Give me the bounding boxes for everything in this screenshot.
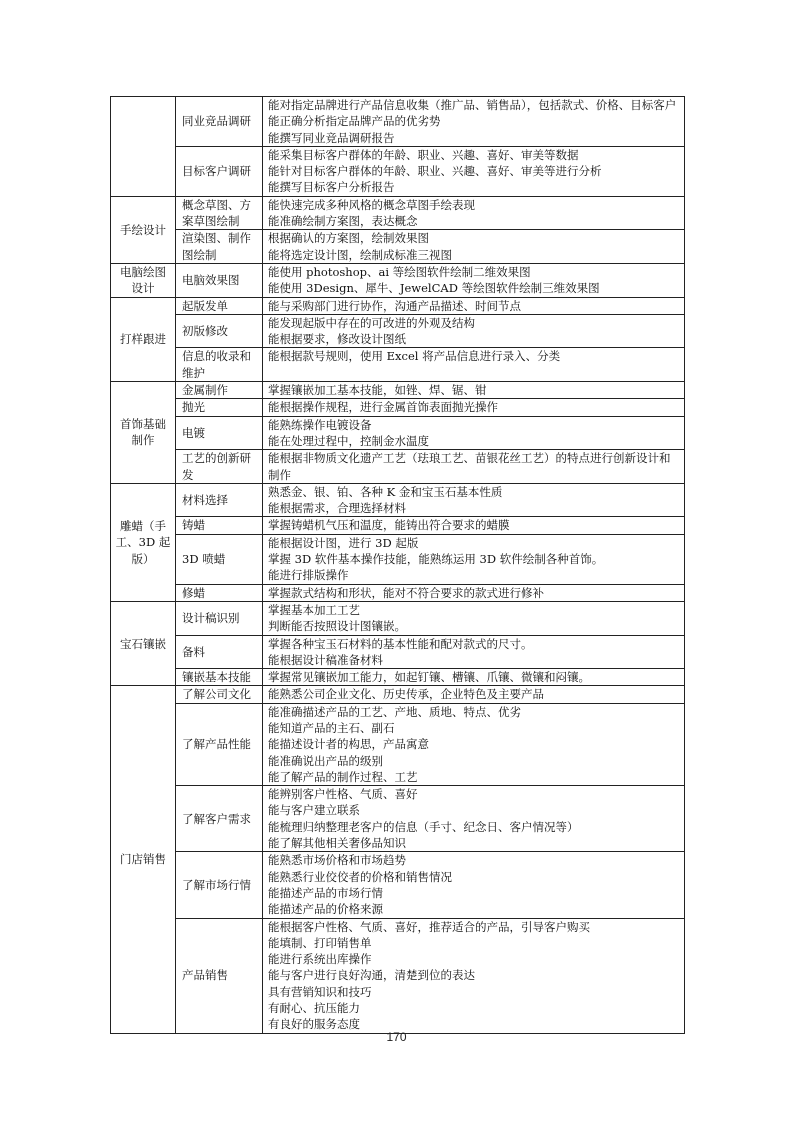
table-row <box>111 450 685 484</box>
description-line: 能撰写同业竞品调研报告 <box>268 130 395 145</box>
description-cell <box>263 416 685 450</box>
description-cell <box>263 230 685 264</box>
description-line: 判断能否按照设计图镶嵌。 <box>268 619 406 634</box>
description-cell <box>263 399 685 416</box>
description-line: 能准确描述产品的工艺、产地、质地、特点、优劣 <box>268 704 521 719</box>
description-line: 能填制、打印销售单 <box>268 935 372 950</box>
description-line: 能与采购部门进行协作，沟通产品描述、时间节点 <box>268 298 521 313</box>
item-cell: 修蜡 <box>176 584 263 601</box>
description-line: 能在处理过程中，控制金水温度 <box>268 433 429 448</box>
description-line: 能根据操作规程，进行金属首饰表面抛光操作 <box>268 400 498 415</box>
description-line: 能根据非物质文化遗产工艺（珐琅工艺、苗银花丝工艺）的特点进行创新设计和制作 <box>268 451 671 482</box>
description-line: 根据确认的方案图，绘制效果图 <box>268 231 429 246</box>
description-cell <box>263 686 685 703</box>
description-line: 能知道产品的主石、副石 <box>268 720 395 735</box>
description-line: 能了解产品的制作过程、工艺 <box>268 769 418 784</box>
description-line: 能描述设计者的构思，产品寓意 <box>268 737 429 752</box>
description-cell <box>263 584 685 601</box>
item-cell: 了解客户需求 <box>176 786 263 852</box>
description-line: 能辨别客户性格、气质、喜好 <box>268 787 418 802</box>
category-cell: 手绘设计 <box>111 196 176 263</box>
description-line: 能熟悉行业佼佼者的价格和销售情况 <box>268 869 452 884</box>
description-line: 能与客户建立联系 <box>268 803 360 818</box>
item-cell: 金属制作 <box>176 382 263 399</box>
table-row <box>111 263 685 297</box>
description-cell <box>263 852 685 918</box>
table-row <box>111 517 685 534</box>
description-cell <box>263 669 685 686</box>
item-cell: 了解公司文化 <box>176 686 263 703</box>
category-cell: 雕蜡（手工、3D 起版） <box>111 483 176 601</box>
description-cell <box>263 97 685 147</box>
description-line: 能根据要求，修改设计图纸 <box>268 332 406 347</box>
description-line: 掌握铸蜡机气压和温度，能铸出符合要求的蜡膜 <box>268 518 510 533</box>
description-line: 熟悉金、银、铂、各种 K 金和宝玉石基本性质 <box>268 484 503 499</box>
table-row <box>111 669 685 686</box>
table-row <box>111 399 685 416</box>
item-cell: 目标客户调研 <box>176 146 263 196</box>
description-line: 能将选定设计图，绘制成标准三视图 <box>268 247 452 262</box>
item-cell: 工艺的创新研发 <box>176 450 263 484</box>
table-row <box>111 416 685 450</box>
description-line: 掌握款式结构和形状，能对不符合要求的款式进行修补 <box>268 585 544 600</box>
table-row <box>111 635 685 669</box>
description-line: 能使用 photoshop、ai 等绘图软件绘制二维效果图 <box>268 264 531 279</box>
competency-table-body <box>111 97 685 1034</box>
description-cell <box>263 517 685 534</box>
item-cell: 起版发单 <box>176 297 263 314</box>
description-line: 能根据设计图，进行 3D 起版 <box>268 535 419 550</box>
table-row <box>111 918 685 1033</box>
description-cell <box>263 146 685 196</box>
description-cell <box>263 918 685 1033</box>
description-cell <box>263 601 685 635</box>
description-cell <box>263 196 685 230</box>
description-cell <box>263 483 685 517</box>
description-line: 能了解其他相关奢侈品知识 <box>268 836 406 851</box>
table-row <box>111 686 685 703</box>
item-cell: 信息的收录和维护 <box>176 348 263 382</box>
table-row <box>111 196 685 230</box>
table-row <box>111 534 685 584</box>
table-row <box>111 786 685 852</box>
description-cell <box>263 348 685 382</box>
item-cell: 电镀 <box>176 416 263 450</box>
description-line: 掌握常见镶嵌加工能力，如起钉镶、槽镶、爪镶、微镶和闷镶。 <box>268 670 590 685</box>
item-cell: 概念草图、方案草图绘制 <box>176 196 263 230</box>
item-cell: 备料 <box>176 635 263 669</box>
description-line: 能根据设计稿准备材料 <box>268 652 383 667</box>
description-line: 能熟悉公司企业文化、历史传承，企业特色及主要产品 <box>268 687 544 702</box>
item-cell: 产品销售 <box>176 918 263 1033</box>
table-row <box>111 230 685 264</box>
item-cell: 电脑效果图 <box>176 263 263 297</box>
item-cell: 铸蜡 <box>176 517 263 534</box>
item-cell: 渲染图、制作图绘制 <box>176 230 263 264</box>
table-row <box>111 703 685 785</box>
item-cell: 抛光 <box>176 399 263 416</box>
category-cell: 打样跟进 <box>111 297 176 381</box>
description-cell <box>263 534 685 584</box>
table-row <box>111 314 685 348</box>
description-line: 能准确说出产品的级别 <box>268 753 383 768</box>
table-row <box>111 297 685 314</box>
description-line: 能根据款号规则，使用 Excel 将产品信息进行录入、分类 <box>268 349 561 364</box>
description-line: 能准确绘制方案图，表达概念 <box>268 214 418 229</box>
description-line: 能使用 3Design、犀牛、JewelCAD 等绘图软件绘制三维效果图 <box>268 281 600 296</box>
category-cell: 门店销售 <box>111 686 176 1033</box>
table-row <box>111 146 685 196</box>
page-number: 170 <box>386 1030 407 1044</box>
category-cell: 电脑绘图设计 <box>111 263 176 297</box>
item-cell: 了解市场行情 <box>176 852 263 918</box>
description-line: 能描述产品的市场行情 <box>268 885 383 900</box>
description-cell <box>263 703 685 785</box>
description-line: 能快速完成多种风格的概念草图手绘表现 <box>268 197 475 212</box>
item-cell: 材料选择 <box>176 483 263 517</box>
description-line: 能熟悉市场价格和市场趋势 <box>268 853 406 868</box>
category-cell <box>111 97 176 197</box>
table-row <box>111 584 685 601</box>
description-line: 能根据客户性格、气质、喜好，推荐适合的产品，引导客户购买 <box>268 919 590 934</box>
description-line: 掌握各种宝玉石材料的基本性能和配对款式的尺寸。 <box>268 636 533 651</box>
item-cell: 设计稿识别 <box>176 601 263 635</box>
description-line: 有耐心、抗压能力 <box>268 1001 360 1016</box>
competency-table <box>110 96 685 1034</box>
description-line: 能与客户进行良好沟通，清楚到位的表达 <box>268 968 475 983</box>
description-cell <box>263 635 685 669</box>
item-cell: 初版修改 <box>176 314 263 348</box>
description-line: 能根据需求，合理选择材料 <box>268 501 406 516</box>
table-row <box>111 601 685 635</box>
description-line: 能撰写目标客户分析报告 <box>268 180 395 195</box>
category-cell: 宝石镶嵌 <box>111 601 176 685</box>
description-line: 掌握镶嵌加工基本技能，如锉、焊、锯、钳 <box>268 383 487 398</box>
description-cell <box>263 314 685 348</box>
item-cell: 3D 喷蜡 <box>176 534 263 584</box>
description-line: 能采集目标客户群体的年龄、职业、兴趣、喜好、审美等数据 <box>268 147 579 162</box>
description-cell <box>263 450 685 484</box>
table-row <box>111 852 685 918</box>
item-cell: 了解产品性能 <box>176 703 263 785</box>
description-line: 能针对目标客户群体的年龄、职业、兴趣、喜好、审美等进行分析 <box>268 164 602 179</box>
description-line: 掌握 3D 软件基本操作技能，能熟练运用 3D 软件绘制各种首饰。 <box>268 552 604 567</box>
table-row <box>111 348 685 382</box>
description-line: 能描述产品的价格来源 <box>268 902 383 917</box>
category-cell: 首饰基础制作 <box>111 382 176 484</box>
item-cell: 同业竞品调研 <box>176 97 263 147</box>
table-row <box>111 483 685 517</box>
description-line: 掌握基本加工工艺 <box>268 602 360 617</box>
table-row <box>111 382 685 399</box>
description-cell <box>263 263 685 297</box>
description-line: 能梳理归纳整理老客户的信息（手寸、纪念日、客户情况等） <box>268 819 579 834</box>
description-line: 能进行排版操作 <box>268 568 349 583</box>
description-line: 有良好的服务态度 <box>268 1017 360 1032</box>
description-line: 具有营销知识和技巧 <box>268 984 372 999</box>
description-line: 能对指定品牌进行产品信息收集（推广品、销售品），包括款式、价格、目标客户 <box>268 98 677 112</box>
description-line: 能进行系统出库操作 <box>268 952 372 967</box>
description-cell <box>263 786 685 852</box>
description-line: 能发现起版中存在的可改进的外观及结构 <box>268 315 475 330</box>
description-cell <box>263 382 685 399</box>
item-cell: 镶嵌基本技能 <box>176 669 263 686</box>
table-row <box>111 97 685 147</box>
description-line: 能正确分析指定品牌产品的优劣势 <box>268 114 441 129</box>
description-cell <box>263 297 685 314</box>
description-line: 能熟练操作电镀设备 <box>268 417 372 432</box>
